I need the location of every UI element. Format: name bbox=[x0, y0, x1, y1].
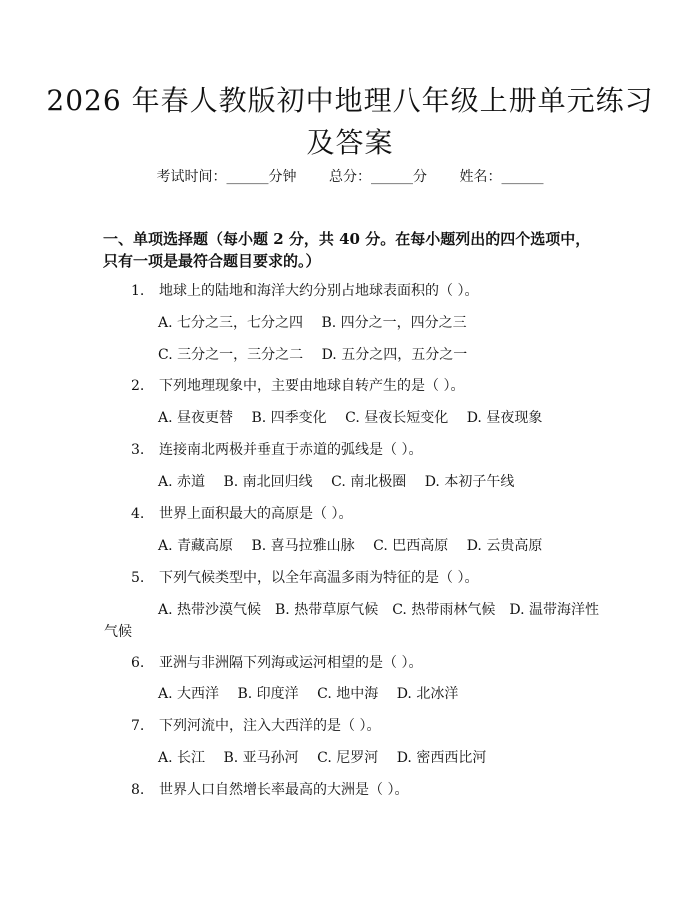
option-b: B. 四季变化 bbox=[251, 410, 327, 426]
option-a: A. 青藏高原 bbox=[158, 538, 234, 554]
option-d: D. 云贵高原 bbox=[466, 538, 543, 554]
option-b: B. 南北回归线 bbox=[223, 474, 313, 490]
question-text: 连接南北两极并垂直于赤道的弧线是（ ）。 bbox=[159, 442, 423, 458]
option-b: B. 四分之一，四分之三 bbox=[321, 315, 467, 331]
question-text: 下列河流中，注入大西洋的是（ ）。 bbox=[159, 718, 381, 734]
question-5 bbox=[131, 568, 478, 588]
total-score: 总分：______分 bbox=[329, 169, 427, 185]
question-number: 5. bbox=[131, 570, 145, 586]
option-b: B. 亚马孙河 bbox=[223, 750, 299, 766]
question-number: 2. bbox=[131, 378, 145, 394]
option-a: A. 热带沙漠气候 bbox=[158, 602, 262, 618]
question-text: 世界上面积最大的高原是（ ）。 bbox=[159, 506, 353, 522]
option-d: D. 密西西比河 bbox=[396, 750, 487, 766]
option-d: D. 温带海洋性气候 bbox=[104, 602, 599, 640]
question-number: 6. bbox=[131, 655, 145, 671]
option-c: C. 热带雨林气候 bbox=[392, 602, 496, 618]
question-2 bbox=[131, 376, 464, 396]
question-text: 下列地理现象中，主要由地球自转产生的是（ ）。 bbox=[159, 378, 465, 394]
option-c: C. 三分之一，三分之二 bbox=[158, 347, 304, 363]
option-c: C. 尼罗河 bbox=[317, 750, 379, 766]
option-b: B. 热带草原气候 bbox=[275, 602, 379, 618]
section-title: 一、单项选择题（每小题 2 分，共 40 分。在每小题列出的四个选项中，只有一项是最符合题目要求的。） bbox=[103, 230, 591, 270]
option-c: C. 巴西高原 bbox=[373, 538, 449, 554]
page-title: 2026 年春人教版初中地理八年级上册单元练习及答案 bbox=[46, 84, 654, 159]
question-3 bbox=[131, 440, 422, 460]
option-d: D. 本初子午线 bbox=[424, 474, 515, 490]
option-d: D. 昼夜现象 bbox=[466, 410, 543, 426]
options-7 bbox=[158, 748, 500, 768]
option-a: A. 长江 bbox=[158, 750, 206, 766]
question-number: 8. bbox=[131, 782, 145, 798]
question-number: 4. bbox=[131, 506, 145, 522]
option-b: B. 印度洋 bbox=[237, 686, 299, 702]
exam-meta bbox=[0, 167, 700, 187]
question-text: 地球上的陆地和海洋大约分别占地球表面积的（ ）。 bbox=[159, 283, 479, 299]
option-b: B. 喜马拉雅山脉 bbox=[251, 538, 355, 554]
option-c: C. 南北极圈 bbox=[331, 474, 407, 490]
question-7 bbox=[131, 716, 380, 736]
question-number: 1. bbox=[131, 283, 145, 299]
question-text: 下列气候类型中，以全年高温多雨为特征的是（ ）。 bbox=[159, 570, 479, 586]
option-a: A. 赤道 bbox=[158, 474, 206, 490]
student-name: 姓名：______ bbox=[459, 169, 544, 185]
option-c: C. 地中海 bbox=[317, 686, 379, 702]
options-1-row-1 bbox=[158, 313, 481, 333]
question-4 bbox=[131, 504, 352, 524]
option-a: A. 大西洋 bbox=[158, 686, 220, 702]
option-a: A. 昼夜更替 bbox=[158, 410, 234, 426]
option-d: D. 五分之四，五分之一 bbox=[321, 347, 468, 363]
options-3 bbox=[158, 472, 528, 492]
options-1-row-2 bbox=[158, 345, 481, 365]
options-5 bbox=[104, 599, 604, 643]
option-d: D. 北冰洋 bbox=[396, 686, 459, 702]
options-4 bbox=[158, 536, 556, 556]
options-2 bbox=[158, 408, 556, 428]
exam-time: 考试时间：______分钟 bbox=[156, 169, 297, 185]
options-6 bbox=[158, 684, 472, 704]
question-8 bbox=[131, 780, 408, 800]
question-number: 7. bbox=[131, 718, 145, 734]
option-c: C. 昼夜长短变化 bbox=[345, 410, 449, 426]
question-number: 3. bbox=[131, 442, 145, 458]
option-a: A. 七分之三，七分之四 bbox=[158, 315, 304, 331]
question-text: 亚洲与非洲隔下列海或运河相望的是（ ）。 bbox=[159, 655, 423, 671]
question-6 bbox=[131, 653, 422, 673]
question-1 bbox=[131, 281, 478, 301]
question-text: 世界人口自然增长率最高的大洲是（ ）。 bbox=[159, 782, 409, 798]
